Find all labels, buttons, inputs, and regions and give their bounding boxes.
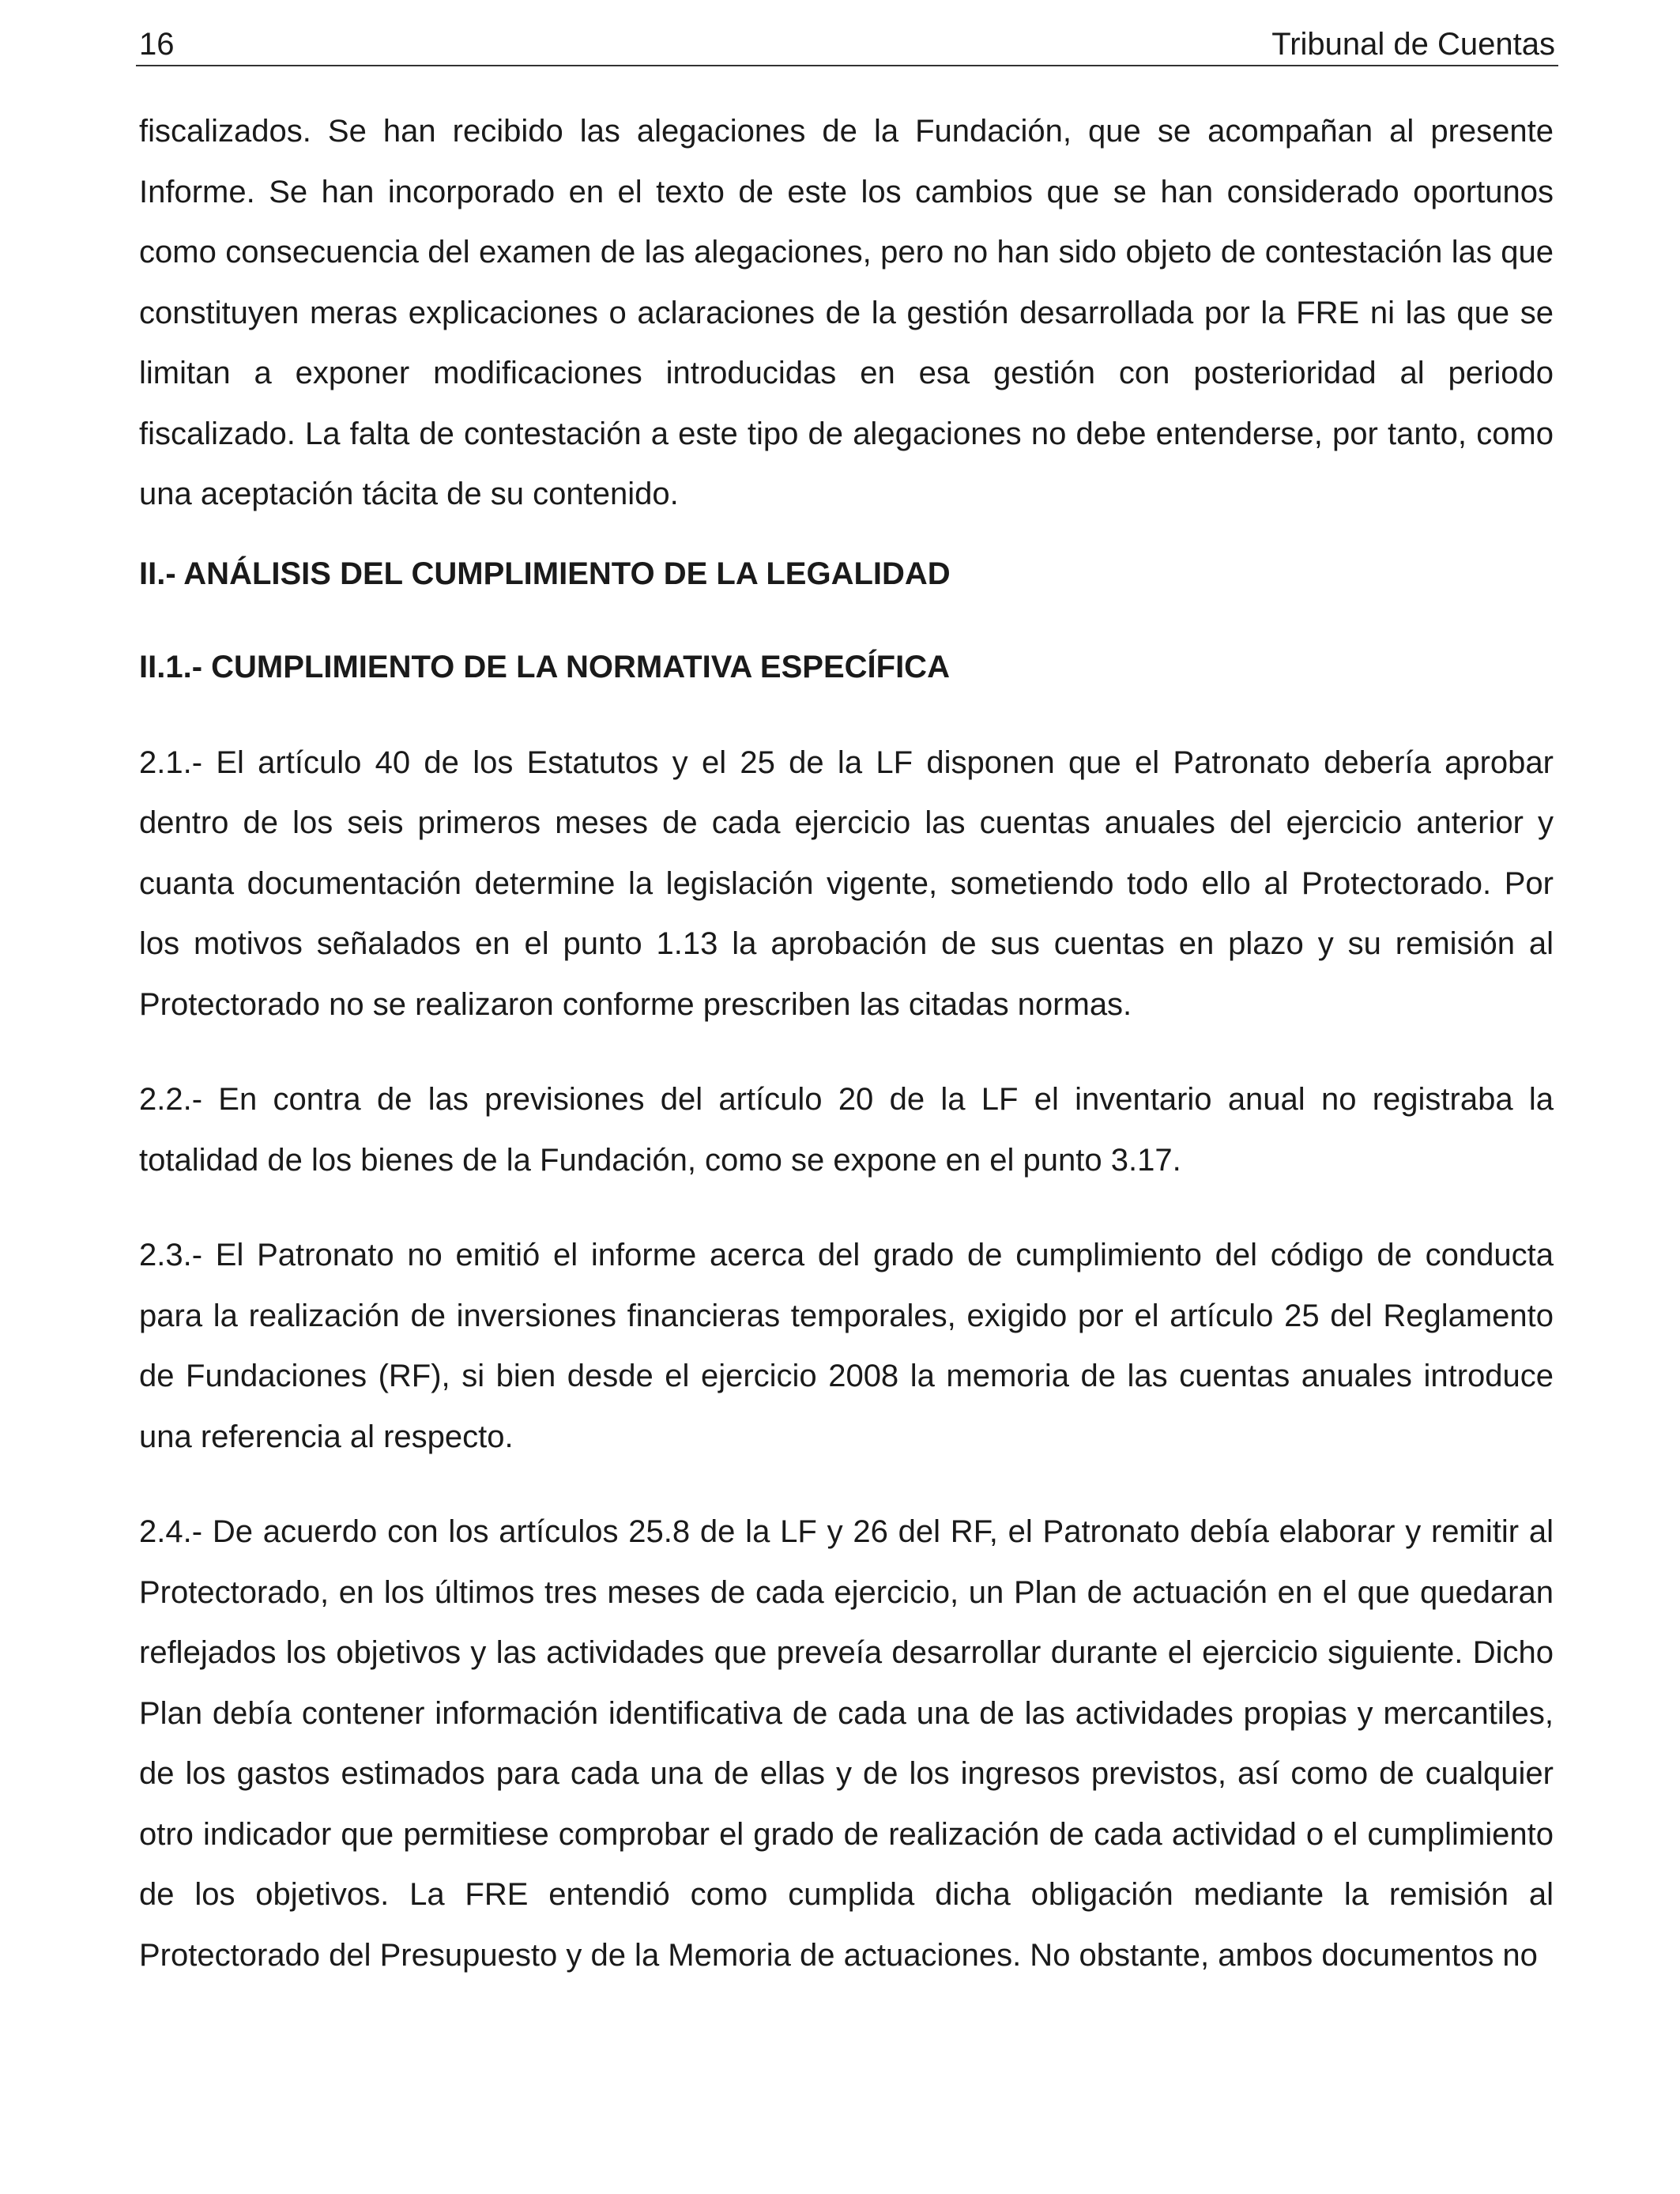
page-header bbox=[136, 24, 1558, 66]
paragraph-2-3: 2.3.- El Patronato no emitió el informe acerca del grado de cumplimiento del código de conducta para la realización de inversiones financieras temporales, exigido por el artículo 25 del Reglamento de Fundaciones (RF), si bien desde el ejercicio 2008 la memoria de las cuentas anuales introduce una referencia al respecto. bbox=[139, 1238, 1554, 1454]
running-title: Tribunal de Cuentas bbox=[1271, 27, 1555, 62]
paragraph-2-1: 2.1.- El artículo 40 de los Estatutos y el 25 de la LF disponen que el Patronato debería aprobar dentro de los seis primeros meses de cada ejercicio las cuentas anuales del ejercicio anterior y cuanta documentación determine la legislación vigente, sometiendo todo ello al Protectorado. Por los motivos señalados en el punto 1.13 la aprobación de sus cuentas en plazo y su remisión al Protectorado no se realizaron conforme prescriben las citadas normas. bbox=[139, 745, 1554, 1022]
section-heading: II.- ANÁLISIS DEL CUMPLIMIENTO DE LA LEGALIDAD bbox=[139, 556, 951, 591]
intro-paragraph: fiscalizados. Se han recibido las alegaciones de la Fundación, que se acompañan al presente Informe. Se han incorporado en el texto de este los cambios que se han considerado oportunos como consecuencia del examen de las alegaciones, pero no han sido objeto de contestación las que constituyen meras explicaciones o aclaraciones de la gestión desarrollada por la FRE ni las que se limitan a exponer modificaciones introducidas en esa gestión con posterioridad al periodo fiscalizado. La falta de contestación a este tipo de alegaciones no debe entenderse, por tanto, como una aceptación tácita de su contenido. bbox=[139, 114, 1554, 511]
page-number: 16 bbox=[139, 27, 175, 62]
paragraph-2-4: 2.4.- De acuerdo con los artículos 25.8 de la LF y 26 del RF, el Patronato debía elaborar y remitir al Protectorado, en los últimos tres meses de cada ejercicio, un Plan de actuación en el que quedaran reflejados los objetivos y las actividades que preveía desarrollar durante el ejercicio siguiente. Dicho Plan debía contener información identificativa de cada una de las actividades propias y mercantiles, de los gastos estimados para cada una de ellas y de los ingresos previstos, así como de cualquier otro indicador que permitiese comprobar el grado de realización de cada actividad o el cumplimiento de los objetivos. La FRE entendió como cumplida dicha obligación mediante la remisión al Protectorado del Presupuesto y de la Memoria de actuaciones. No obstante, ambos documentos no bbox=[139, 1514, 1554, 1973]
paragraph-2-2: 2.2.- En contra de las previsiones del artículo 20 de la LF el inventario anual no registraba la totalidad de los bienes de la Fundación, como se expone en el punto 3.17. bbox=[139, 1082, 1554, 1178]
subsection-heading: II.1.- CUMPLIMIENTO DE LA NORMATIVA ESPECÍFICA bbox=[139, 650, 950, 684]
document-body bbox=[139, 101, 1554, 1985]
